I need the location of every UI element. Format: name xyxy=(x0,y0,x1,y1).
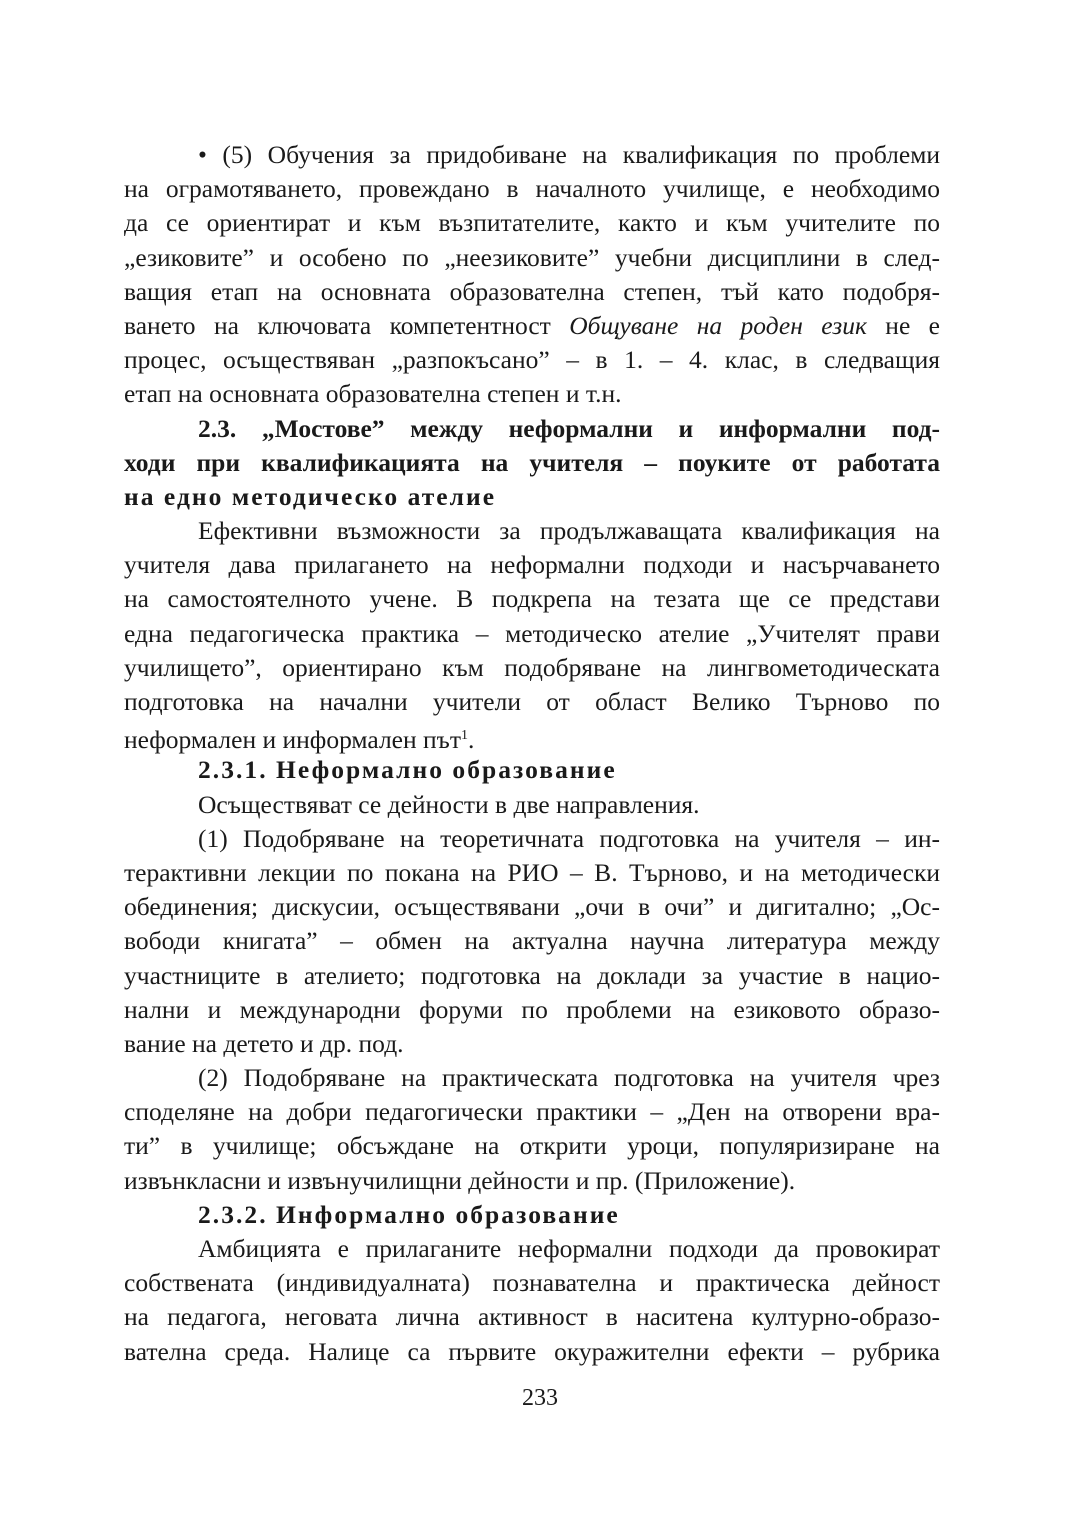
text-line: на педагога, неговата лична активност в наситена културно-образо- xyxy=(124,1302,940,1332)
text-line: споделяне на добри педагогически практики – „Ден на отворени вра- xyxy=(124,1097,940,1127)
text-line: Осъществяват се дейности в две направления. xyxy=(198,789,700,819)
text-line: нални и международни форуми по проблеми на езиковото образо- xyxy=(124,994,940,1024)
section-heading-2-3-2: 2.3.2. Информално образование xyxy=(198,1199,620,1229)
text-line: вание на детето и др. под. xyxy=(124,1028,404,1058)
page-body xyxy=(124,138,940,1369)
heading-line: ходи при квалификацията на учителя – поуките от работата xyxy=(124,447,940,477)
text-line: „езиковите” и особено по „неезиковите” учебни дисциплини в след- xyxy=(124,242,940,272)
text-line: Ефективни възможности за продължаващата квалификация на xyxy=(198,516,940,546)
text-run: ването на ключовата компетентност xyxy=(124,310,570,340)
text-line: извънкласни и извънучилищни дейности и пр. (Приложение). xyxy=(124,1165,796,1195)
text-line: да се ориентират и към възпитателите, както и към учителите по xyxy=(124,208,940,238)
text-line: процес, осъществяван „разпокъсано” – в 1. – 4. клас, в следващия xyxy=(124,345,940,375)
text-line: една педагогическа практика – методическо ателие „Учителят прави xyxy=(124,618,940,648)
section-heading-2-3-1: 2.3.1. Неформално образование xyxy=(198,755,617,785)
text-line xyxy=(124,719,940,753)
paragraph-intro xyxy=(124,514,940,753)
text-line: ващия етап на основната образователна степен, тъй като подобря- xyxy=(124,276,940,306)
text-line: (2) Подобряване на практическата подготовка на учителя чрез xyxy=(198,1063,940,1093)
footnote-reference[interactable]: 1 xyxy=(460,728,468,744)
text-run: . xyxy=(467,725,475,755)
text-line: терактивни лекции по покана на РИО – В. Търново, и на методически xyxy=(124,857,940,887)
text-run: неформален и информален път xyxy=(124,725,461,755)
text-line: • (5) Обучения за придобиване на квалификация по проблеми xyxy=(198,140,940,169)
paragraph-5 xyxy=(124,138,940,412)
paragraph-theory xyxy=(124,822,940,1061)
text-line xyxy=(124,309,940,343)
section-heading-2-3 xyxy=(124,412,940,515)
text-line: подготовка на начални учители от област Велико Търново по xyxy=(124,687,940,716)
italic-term: Общуване на роден език xyxy=(569,310,867,340)
paragraph-practice xyxy=(124,1061,940,1198)
text-line: вободи книгата” – обмен на актуална научна литература между xyxy=(124,926,940,956)
text-line: на самостоятелното учене. В подкрепа на тезата ще се представи xyxy=(124,584,940,614)
text-line: училището”, ориентирано към подобряване на лингвометодическата xyxy=(124,652,940,682)
text-line: на ограмотяването, провеждано в началното училище, е необходимо xyxy=(124,174,940,204)
text-line: собствената (индивидуалната) познавателна и практическа дейност xyxy=(124,1268,940,1298)
text-line: обединения; дискусии, осъществявани „очи в очи” и дигитално; „Ос- xyxy=(124,892,940,922)
text-line: етап на основната образователна степен и т.н. xyxy=(124,379,622,409)
text-line: участниците в ателието; подготовка на доклади за участие в нацио- xyxy=(124,960,940,990)
text-run: не е xyxy=(866,310,940,340)
text-line: Амбицията е прилаганите неформални подходи да провокират xyxy=(198,1234,940,1263)
text-line: ти” в училище; обсъждане на открити уроци, популяризиране на xyxy=(124,1131,940,1161)
page-number: 233 xyxy=(522,1385,558,1411)
text-line: вателна среда. Налице са първите окуражителни ефекти – рубрика xyxy=(124,1336,940,1366)
text-line: (1) Подобряване на теоретичната подготовка на учителя – ин- xyxy=(198,823,940,853)
text-line: учителя дава прилагането на неформални подходи и насърчаването xyxy=(124,550,940,580)
heading-line: на едно методическо ателие xyxy=(124,481,497,511)
heading-line: 2.3. „Мостове” между неформални и информални под- xyxy=(198,413,940,443)
paragraph-informal xyxy=(124,1232,940,1369)
